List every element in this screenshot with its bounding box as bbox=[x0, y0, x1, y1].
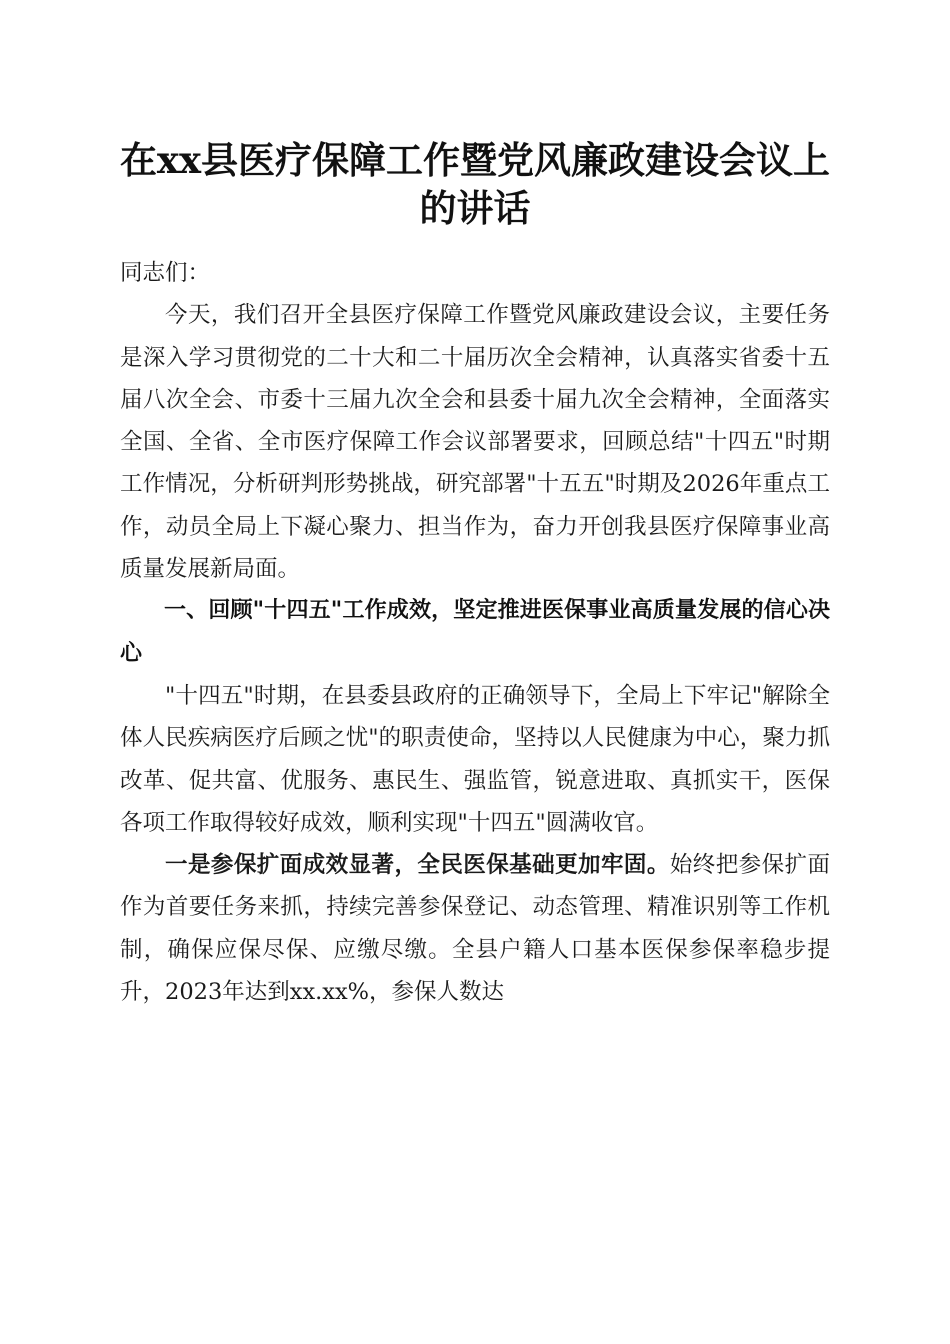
point-1-paragraph bbox=[120, 844, 830, 1013]
document-title bbox=[118, 136, 832, 232]
title-line-2: 的讲话 bbox=[419, 186, 531, 230]
section-1-paragraph: "十四五"时期，在县委县政府的正确领导下，全局上下牢记"解除全体人民疾病医疗后顾之忧"的职责使命，坚持以人民健康为中心，聚力抓改革、促共富、优服务、惠民生、强监管，锐意进取、真抓实干，医保各项工作取得较好成效，顺利实现"十四五"圆满收官。 bbox=[120, 682, 830, 836]
section-1-heading: 一、回顾"十四五"工作成效，坚定推进医保事业高质量发展的信心决心 bbox=[120, 598, 830, 666]
title-line-1: 在xx县医疗保障工作暨党风廉政建设会议上 bbox=[119, 138, 831, 182]
intro-paragraph: 今天，我们召开全县医疗保障工作暨党风廉政建设会议，主要任务是深入学习贯彻党的二十大和二十届历次全会精神，认真落实省委十五届八次全会、市委十三届九次全会和县委十届九次全会精神，全面落实全国、全省、全市医疗保障工作会议部署要求，回顾总结"十四五"时期工作情况，分析研判形势挑战，研究部署"十五五"时期及2026年重点工作，动员全局上下凝心聚力、担当作为，奋力开创我县医疗保障事业高质量发展新局面。 bbox=[120, 302, 830, 583]
salutation: 同志们： bbox=[120, 260, 211, 286]
point-1-text: 始终把参保扩面作为首要任务来抓，持续完善参保登记、动态管理、精准识别等工作机制，确保应保尽保、应缴尽缴。全县户籍人口基本医保参保率稳步提升，2023年达到xx.xx%，参保人数达 bbox=[120, 852, 830, 1006]
document-body bbox=[120, 252, 830, 1013]
point-1-lead: 一是参保扩面成效显著，全民医保基础更加牢固。 bbox=[165, 852, 670, 879]
